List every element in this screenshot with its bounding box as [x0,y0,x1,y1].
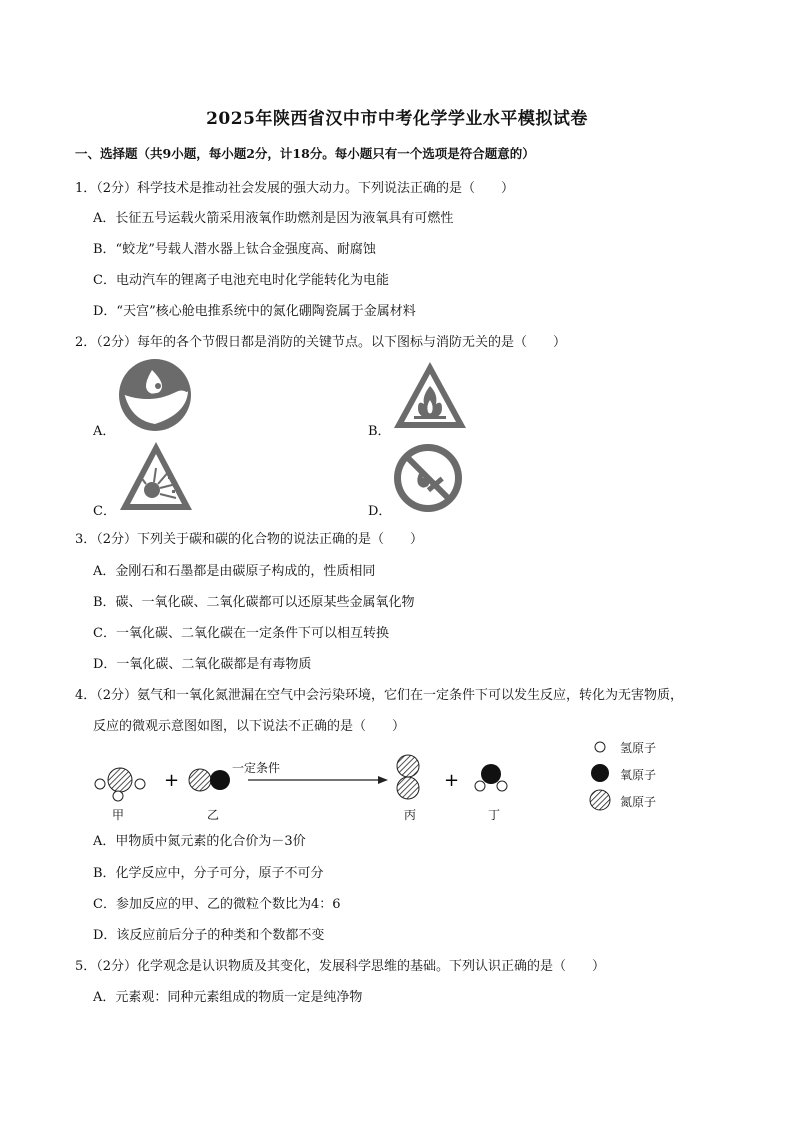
molecule-ding [475,764,507,791]
question-5-option-a[interactable]: A．元素观：同种元素组成的物质一定是纯净物 [93,990,363,1005]
plus-sign-2: + [444,770,460,791]
question-4-option-c[interactable]: C．参加反应的甲、乙的微粒个数比为4：6 [93,897,341,912]
question-4-option-a[interactable]: A．甲物质中氮元素的化合价为－3价 [93,834,306,849]
question-2-option-d[interactable]: D． [368,504,392,519]
label-bing: 丙 [404,808,417,822]
question-2-option-a[interactable]: A． [93,424,116,439]
reaction-condition: 一定条件 [232,761,281,775]
question-3-option-c[interactable]: C．一氧化碳、二氧化碳在一定条件下可以相互转换 [93,626,389,641]
legend-nitrogen-symbol [590,790,610,810]
page-title: 2025年陕西省汉中市中考化学学业水平模拟试卷 [206,109,588,129]
question-3-stem: 3．（2分）下列关于碳和碳的化合物的说法正确的是（ ） [75,532,424,547]
legend-hydrogen: 氢原子 [620,741,657,755]
question-1-option-d[interactable]: D．“天宫”核心舱电推系统中的氮化硼陶瓷属于金属材料 [93,304,416,319]
question-3-option-a[interactable]: A．金刚石和石墨都是由碳原子构成的，性质相同 [93,564,376,579]
label-jia: 甲 [112,808,125,822]
molecule-jia [95,768,145,801]
question-5-stem: 5．（2分）化学观念是认识物质及其变化，发展科学思维的基础。下列认识正确的是（ ） [75,959,606,974]
question-2-option-c[interactable]: C． [93,504,116,519]
question-3-option-d[interactable]: D．一氧化碳、二氧化碳都是有毒物质 [93,657,312,672]
no-fire-sign-icon [392,442,464,514]
flammable-warning-icon [392,360,468,432]
molecule-yi [189,769,230,791]
question-1-stem: 1．（2分）科学技术是推动社会发展的强大动力。下列说法正确的是（ ） [75,181,515,196]
question-2-option-b[interactable]: B． [368,424,391,439]
plus-sign-1: + [164,770,180,791]
question-4-option-d[interactable]: D．该反应前后分子的种类和个数都不变 [93,928,325,943]
question-4-option-b[interactable]: B．化学反应中，分子可分，原子不可分 [93,866,324,881]
legend-oxygen: 氧原子 [620,768,657,782]
section-heading: 一、选择题（共9小题，每小题2分，计18分。每小题只有一个选项是符合题意的） [75,146,535,161]
question-4-stem-line-1: 4．（2分）氨气和一氧化氮泄漏在空气中会污染环境，它们在一定条件下可以发生反应，转化为无害物质， [75,688,684,703]
question-1-option-c[interactable]: C．电动汽车的锂离子电池充电时化学能转化为电能 [93,273,389,288]
label-ding: 丁 [488,808,501,822]
explosive-warning-icon [118,440,194,514]
legend-hydrogen-symbol [595,742,605,752]
question-1-option-b[interactable]: B．“蛟龙”号载人潜水器上钛合金强度高、耐腐蚀 [93,242,376,257]
question-1-option-a[interactable]: A．长征五号运载火箭采用液氧作助燃剂是因为液氧具有可燃性 [93,211,454,226]
water-saving-sign-icon [118,358,192,432]
question-3-option-b[interactable]: B．碳、一氧化碳、二氧化碳都可以还原某些金属氧化物 [93,595,415,610]
legend-oxygen-symbol [591,764,609,782]
legend-nitrogen: 氮原子 [620,795,657,809]
question-2-stem: 2．（2分）每年的各个节假日都是消防的关键节点。以下图标与消防无关的是（ ） [75,335,567,350]
molecule-bing [397,755,419,799]
reaction-diagram [88,738,698,820]
label-yi: 乙 [207,808,220,822]
question-4-stem-line-2: 反应的微观示意图如图，以下说法不正确的是（ ） [93,719,406,734]
